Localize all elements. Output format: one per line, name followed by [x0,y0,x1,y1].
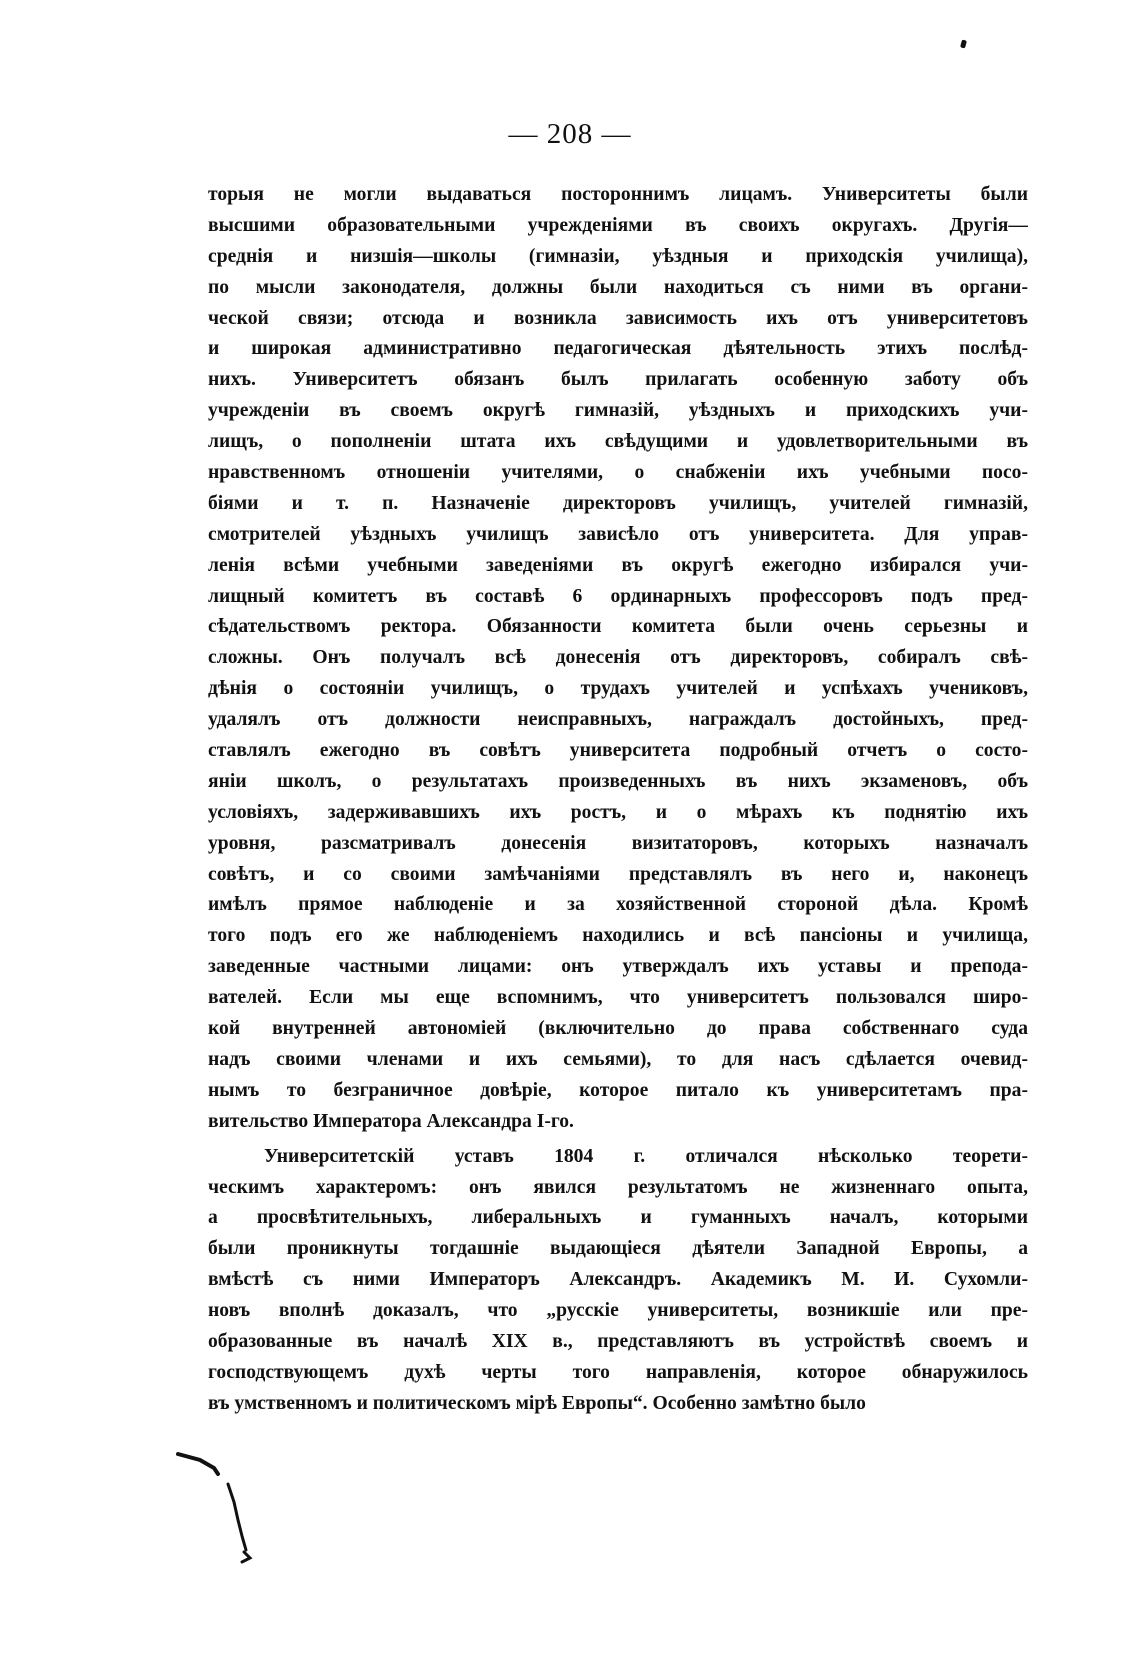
text-line: новъ вполнѣ доказалъ, что „русскіе университеты, возникшіе или пре- [208,1300,1028,1322]
text-line: яніи школъ, о результатахъ произведенныхъ въ нихъ экзаменовъ, объ [208,770,1028,792]
text-line: по мысли законодателя, должны были находиться съ ними въ органи- [208,276,1028,298]
text-line: ставлялъ ежегодно въ совѣтъ университета подробный отчетъ о состо- [208,740,1028,762]
text-line: учрежденіи въ своемъ округѣ гимназій, уѣздныхъ и приходскихъ учи- [208,400,1028,422]
ink-speck [960,39,967,48]
text-line: вительство Императора Александра І-го. [208,1110,574,1132]
paragraph-2 [208,1142,1028,1420]
text-line: и широкая административно педагогическая дѣятельность этихъ послѣд- [208,338,1028,360]
text-line: лищный комитетъ въ составѣ 6 ординарныхъ профессоровъ подъ пред- [208,585,1028,607]
text-line: того подъ его же наблюденіемъ находились и всѣ пансіоны и училища, [208,925,1028,947]
body-text [208,180,1028,1420]
text-line: смотрителей уѣздныхъ училищъ зависѣло отъ университета. Для управ- [208,523,1028,545]
margin-scratch-mark [170,1440,280,1570]
text-line: ленія всѣми учебными заведеніями въ округѣ ежегодно избирался учи- [208,554,1028,576]
text-line: вмѣстѣ съ ними Императоръ Александръ. Академикъ М. И. Сухомли- [208,1269,1028,1291]
text-line: удалялъ отъ должности неисправныхъ, награждалъ достойныхъ, пред- [208,709,1028,731]
text-line: вателей. Если мы еще вспомнимъ, что университетъ пользовался широ- [208,987,1028,1009]
text-line: были проникнуты тогдашніе выдающіеся дѣятели Западной Европы, а [208,1238,1028,1260]
text-line: среднія и низшія—школы (гимназіи, уѣздныя и приходскія училища), [208,245,1028,267]
text-line: ческимъ характеромъ: онъ явился результатомъ не жизненнаго опыта, [208,1176,1028,1198]
text-line: образованные въ началѣ XIX в., представляютъ въ устройствѣ своемъ и [208,1330,1028,1352]
text-line: торыя не могли выдаваться постороннимъ лицамъ. Университеты были [208,184,1028,205]
text-line: кой внутренней автономіей (включительно до права собственнаго суда [208,1018,1028,1040]
text-line: имѣлъ прямое наблюденіе и за хозяйственной стороной дѣла. Кромѣ [208,894,1028,916]
page-number: — 208 — [508,118,632,150]
text-line: біями и т. п. Назначеніе директоровъ училищъ, учителей гимназій, [208,492,1028,514]
text-line: нихъ. Университетъ обязанъ былъ прилагать особенную заботу объ [208,369,1028,391]
text-line: нравственномъ отношеніи учителями, о снабженіи ихъ учебными посо- [208,462,1028,484]
text-line: заведенные частными лицами: онъ утверждалъ ихъ уставы и препода- [208,956,1028,978]
paragraph-1 [208,180,1028,1138]
text-line: дѣнія о состояніи училищъ, о трудахъ учителей и успѣхахъ учениковъ, [208,678,1028,700]
text-line: уровня, разсматривалъ донесенія визитаторовъ, которыхъ назначалъ [208,832,1028,854]
text-line: Университетскій уставъ 1804 г. отличался нѣсколько теорети- [264,1145,1028,1167]
text-line: ческой связи; отсюда и возникла зависимость ихъ отъ университетовъ [208,307,1028,329]
text-line: а просвѣтительныхъ, либеральныхъ и гуманныхъ началъ, которыми [208,1207,1028,1229]
text-line: условіяхъ, задерживавшихъ ихъ ростъ, и о мѣрахъ къ поднятію ихъ [208,801,1028,823]
text-line: въ умственномъ и политическомъ мірѣ Европы“. Особенно замѣтно было [208,1392,866,1414]
text-line: лищъ, о пополненіи штата ихъ свѣдущими и удовлетворительными въ [208,431,1028,453]
text-line: нымъ то безграничное довѣріе, которое питало къ университетамъ пра- [208,1079,1028,1101]
text-line: сложны. Онъ получалъ всѣ донесенія отъ директоровъ, собиралъ свѣ- [208,647,1028,669]
text-line: господствующемъ духѣ черты того направленія, которое обнаружилось [208,1361,1028,1383]
text-line: совѣтъ, и со своими замѣчаніями представлялъ въ него и, наконецъ [208,863,1028,885]
text-line: высшими образовательными учрежденіями въ своихъ округахъ. Другія— [208,214,1028,236]
text-line: сѣдательствомъ ректора. Обязанности комитета были очень серьезны и [208,616,1028,638]
text-line: надъ своими членами и ихъ семьями), то для насъ сдѣлается очевид- [208,1048,1028,1070]
